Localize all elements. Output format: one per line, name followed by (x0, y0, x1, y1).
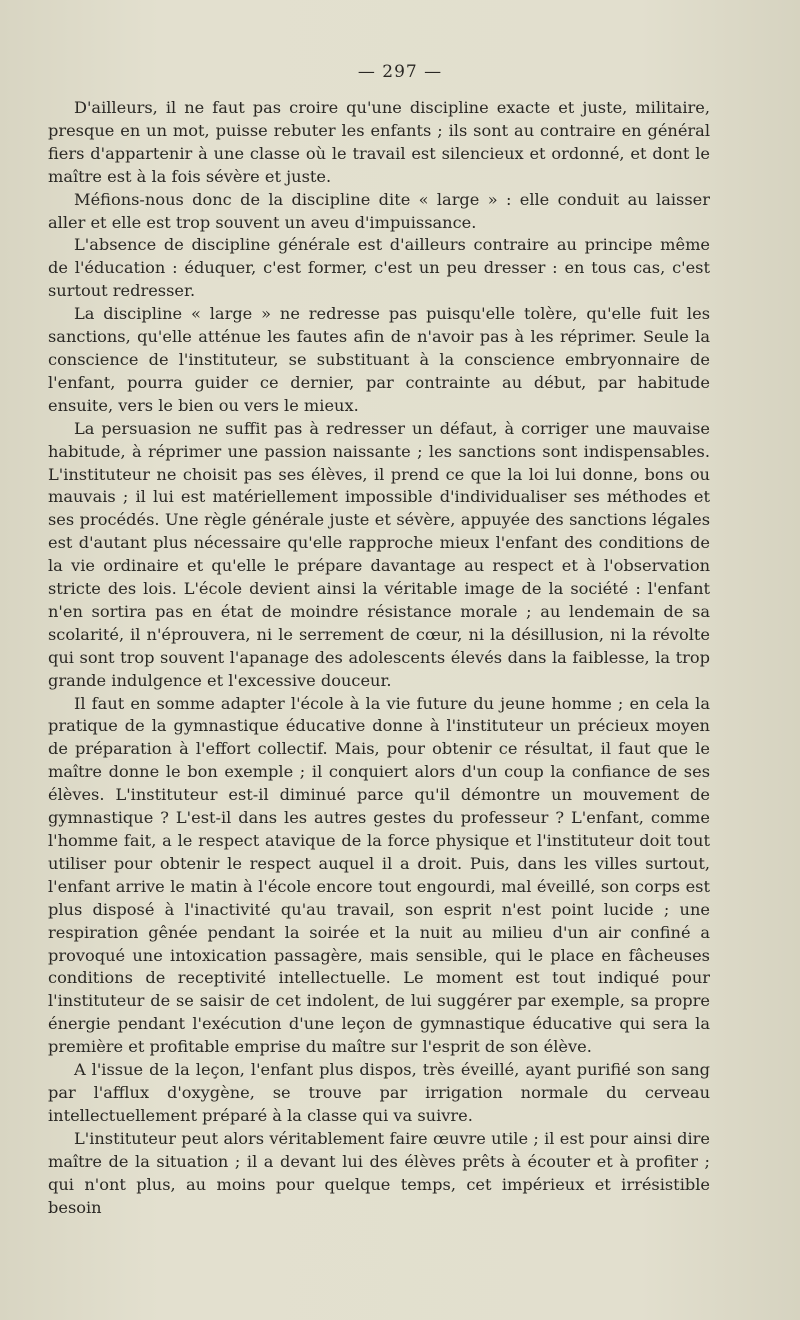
body-text (48, 97, 710, 1219)
paragraph: L'absence de discipline générale est d'ailleurs contraire au principe même de l'éducation : éduquer, c'est former, c'est un peu dresser : en tous cas, c'est surtout redresser. (48, 235, 710, 301)
paragraph: La discipline « large » ne redresse pas puisqu'elle tolère, qu'elle fuit les sanctions, qu'elle atténue les fautes afin de n'avoir pas à les réprimer. Seule la conscience de l'instituteur, se substituant à la conscience embryonnaire de l'enfant, pourra guider ce dernier, par contrainte au début, par habitude ensuite, vers le bien ou vers le mieux. (48, 304, 710, 415)
paragraph: Il faut en somme adapter l'école à la vie future du jeune homme ; en cela la pratique de la gymnastique éducative donne à l'instituteur un précieux moyen de préparation à l'effort collectif. Mais, pour obtenir ce résultat, il faut que le maître donne le bon exemple ; il conquiert alors d'un coup la confiance de ses élèves. L'instituteur est-il diminué parce qu'il démontre un mouvement de gymnastique ? L'est-il dans les autres gestes du professeur ? L'enfant, comme l'homme fait, a le respect atavique de la force physique et l'instituteur doit tout utiliser pour obtenir le respect auquel il a droit. Puis, dans les villes surtout, l'enfant arrive le matin à l'école encore tout engourdi, mal éveillé, son corps est plus disposé à l'inactivité qu'au travail, son esprit n'est point lucide ; une respiration gênée pendant la soirée et la nuit au milieu d'un air confiné a provoqué une intoxication passagère, mais sensible, qui le place en fâcheuses conditions de receptivité intellectuelle. Le moment est tout indiqué pour l'instituteur de se saisir de cet indolent, de lui suggérer par exemple, sa propre énergie pendant l'exécution d'une leçon de gymnastique éducative qui sera la première et profitable emprise du maître sur l'esprit de son élève. (48, 693, 710, 1057)
paragraph: La persuasion ne suffit pas à redresser un défaut, à corriger une mauvaise habitude, à réprimer une passion naissante ; les sanctions sont indispensables. L'instituteur ne choisit pas ses élèves, il prend ce que la loi lui donne, bons ou mauvais ; il lui est matériellement impossible d'individualiser ses méthodes et ses procédés. Une règle générale juste et sévère, appuyée des sanctions légales est d'autant plus nécessaire qu'elle rapproche mieux l'enfant des conditions de la vie ordinaire et qu'elle le prépare davantage au respect et à l'observation stricte des lois. L'école devient ainsi la véritable image de la société : l'enfant n'en sortira pas en état de moindre résistance morale ; au lendemain de sa scolarité, il n'éprouvera, ni le serrement de cœur, ni la désillusion, ni la révolte qui sont trop souvent l'apanage des adolescents élevés dans la faiblesse, la trop grande indulgence et l'excessive douceur. (48, 418, 710, 690)
paragraph: L'instituteur peut alors véritablement faire œuvre utile ; il est pour ainsi dire maître de la situation ; il a devant lui des élèves prêts à écouter et à profiter ; qui n'ont plus, au moins pour quelque temps, cet impérieux et irrésistible besoin (48, 1128, 710, 1217)
paragraph: D'ailleurs, il ne faut pas croire qu'une discipline exacte et juste, militaire, presque en un mot, puisse rebuter les enfants ; ils sont au contraire en général fiers d'appartenir à une classe où le travail est silencieux et ordonné, et dont le maître est à la fois sévère et juste. (48, 98, 710, 186)
paragraph: A l'issue de la leçon, l'enfant plus dispos, très éveillé, ayant purifié son sang par l'afflux d'oxygène, se trouve par irrigation normale du cerveau intellectuellement préparé à la classe qui va suivre. (48, 1060, 710, 1125)
paragraph: Méfions-nous donc de la discipline dite « large » : elle conduit au laisser aller et elle est trop souvent un aveu d'impuissance. (48, 189, 710, 232)
page-number: — 297 — (357, 62, 443, 82)
